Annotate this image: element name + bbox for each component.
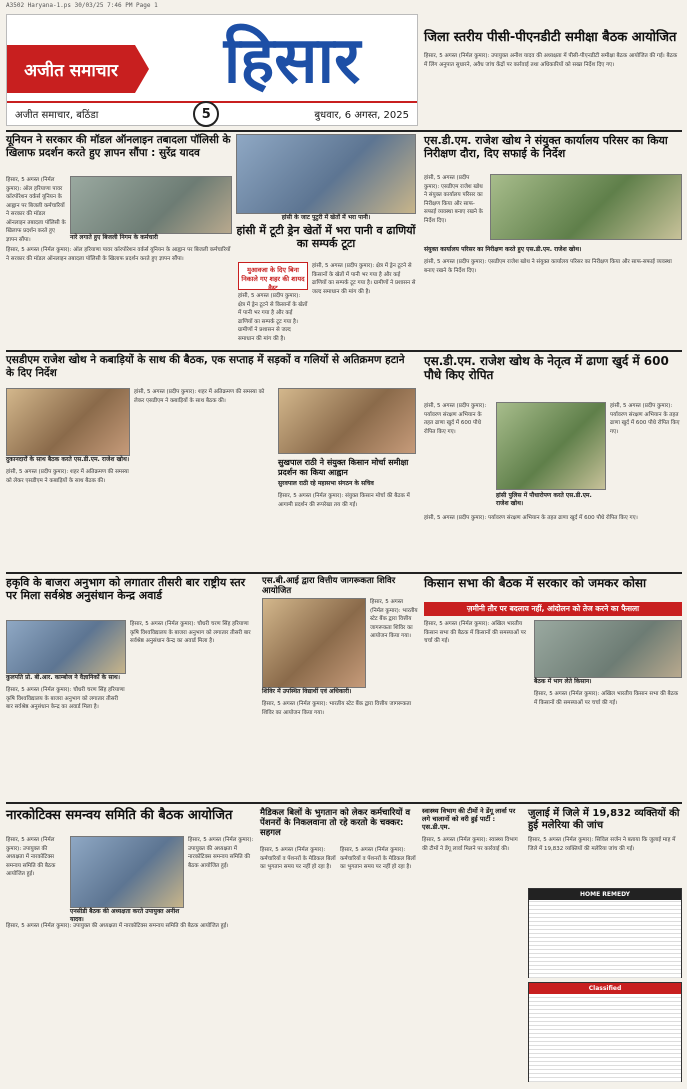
article-10-caption: बैठक में भाग लेते किसान। — [534, 678, 592, 685]
article-8-photo — [6, 620, 126, 674]
article-14-headline: जुलाई में जिले में 19,832 व्यक्तियों की हुई मलेरिया की जांच — [528, 808, 680, 831]
masthead — [6, 14, 418, 126]
divider — [6, 802, 682, 804]
article-2-body-cont: हिसार, 5 अगस्त (निर्मल कुमार): ऑल हरियाणा पावर कॉरपोरेशन वर्कर्स यूनियन के आह्वान पर बिजली कर्मचारियों ने सरकार की मॉडल ऑनलाइन तबादला पॉलिसी के खिलाफ प्रदर्शन करते हुए ज्ञापन सौंपा। — [6, 247, 231, 262]
article-2-photo — [70, 176, 232, 234]
article-13-headline-box — [422, 808, 522, 834]
article-10-subhead: ज़मीनी तौर पर बदलाव नहीं, आंदोलन को तेज करने का फैसला — [424, 602, 682, 616]
article-14-headline-box — [528, 808, 682, 834]
article-12-headline: मैडिकल बिलों के भुगतान को लेकर कर्मचारियों व पेंशनरों के निकलवाना तो रहे करतो के चक्कर: सहगल — [260, 808, 411, 839]
article-11-photo — [70, 836, 184, 908]
article-5-body-cont: हांसी, 5 अगस्त (प्रदीप कुमार): शहर में अतिक्रमण की समस्या को लेकर एसडीएम ने कबाड़ियों के साथ बैठक की। — [134, 389, 265, 404]
article-11-caption: एनसीडी बैठक की अध्यक्षता करते उपायुक्त अनीश यादव। — [70, 908, 180, 923]
article-5-headline-box — [6, 354, 416, 386]
ad-1-body — [529, 900, 681, 978]
article-2-caption: नारे लगाते हुए बिजली निगम के कर्मचारी — [70, 234, 158, 241]
city-title: हिसार — [223, 23, 361, 98]
advertisement-1 — [528, 888, 682, 978]
article-8-body-cont: हिसार, 5 अगस्त (निर्मल कुमार): चौधरी चरण सिंह हरियाणा कृषि विश्वविद्यालय के बाजरा अनुभाग को लगातार तीसरी बार सर्वश्रेष्ठ अनुसंधान केन्द्र का अवार्ड मिला है। — [130, 621, 251, 645]
article-2-headline: यूनियन ने सरकार की मॉडल ऑनलाइन तबादला पॉलिसी के खिलाफ प्रदर्शन करते हुए ज्ञापन सौंपा : सुरेंद्र यादव — [6, 134, 231, 159]
page-number: 5 — [193, 101, 219, 127]
article-10-photo — [534, 620, 682, 678]
article-4-body-cont: हांसी, 5 अगस्त (प्रदीप कुमार): एसडीएम राजेश खोथ ने संयुक्त कार्यालय परिसर का निरीक्षण किया और साफ-सफाई व्यवस्था बनाए रखने के निर्देश दिए। — [424, 259, 672, 274]
article-9-headline-box — [262, 576, 418, 596]
divider — [6, 130, 682, 132]
article-11-body-cont: हिसार, 5 अगस्त (निर्मल कुमार): उपायुक्त की अध्यक्षता में नारकोटिक्स समन्वय समिति की बैठक आयोजित हुई। — [188, 837, 254, 869]
article-6-body: हिसार, 5 अगस्त (निर्मल कुमार): संयुक्त किसान मोर्चा की बैठक में आगामी प्रदर्शन की रूपरेखा तय की गई। — [278, 493, 410, 508]
article-9-caption: शिविर में उपस्थित विद्यार्थी एवं अधिकारी। — [262, 688, 352, 695]
article-1-body: हिसार, 5 अगस्त (निर्मल कुमार): उपायुक्त अनीश यादव की अध्यक्षता में पीसी-पीएनडीटी समीक्षा बैठक आयोजित की गई। बैठक में लिंग अनुपात सुधारने, अवैध जांच केंद्रों पर कार्रवाई तथा अधिकारियों को सख्त निर्देश दिए गए। — [424, 53, 678, 68]
article-6-headline: सुखपाल राठी ने संयुक्त किसान मोर्चा समीक्षा प्रदर्शन का किया आह्वान — [278, 458, 409, 477]
article-1-headline: जिला स्तरीय पीसी-पीएनडीटी समीक्षा बैठक आयोजित — [424, 30, 677, 45]
article-9-headline: एस.बी.आई द्वारा वित्तीय जागरूकता शिविर आयोजित — [262, 576, 396, 597]
article-3-body: हांसी, 5 अगस्त (प्रदीप कुमार): क्षेत्र में ड्रेन टूटने से किसानों के खेतों में पानी भर गया है और कई ढाणियों का सम्पर्क टूट गया है। ग्रामीणों ने प्रशासन से जल्द समाधान की मांग की है। — [312, 263, 416, 295]
divider — [6, 350, 682, 352]
article-12-body-cont: हिसार, 5 अगस्त (निर्मल कुमार): कर्मचारियों व पेंशनरों के मेडिकल बिलों का भुगतान समय पर नहीं हो रहा है। — [340, 847, 416, 871]
issue-date: बुधवार, 6 अगस्त, 2025 — [314, 110, 409, 121]
divider — [6, 572, 682, 574]
masthead-bar — [7, 101, 417, 125]
article-9-photo — [262, 598, 366, 688]
print-slug: A3502 Haryana-1.ps 30/03/25 7:46 PM Page 1 — [6, 2, 158, 9]
article-9-body: हिसार, 5 अगस्त (निर्मल कुमार): भारतीय स्टेट बैंक द्वारा वित्तीय जागरूकता शिविर का आयोजन किया गया। — [370, 599, 418, 640]
article-9-body-cont: हिसार, 5 अगस्त (निर्मल कुमार): भारतीय स्टेट बैंक द्वारा वित्तीय जागरूकता शिविर का आयोजन किया गया। — [262, 701, 412, 716]
article-4-photo — [490, 174, 682, 240]
article-10-headline: किसान सभा की बैठक में सरकार को जमकर कोसा — [424, 576, 647, 590]
article-13-body: हिसार, 5 अगस्त (निर्मल कुमार): स्वास्थ्य विभाग की टीमों ने डेंगू लार्वा मिलने पर कार्रवाई की। — [422, 837, 518, 852]
article-11-body-more: हिसार, 5 अगस्त (निर्मल कुमार): उपायुक्त की अध्यक्षता में नारकोटिक्स समन्वय समिति की बैठक आयोजित हुई। — [6, 923, 229, 929]
article-10-body: हिसार, 5 अगस्त (निर्मल कुमार): अखिल भारतीय किसान सभा की बैठक में किसानों की समस्याओं पर चर्चा की गई। — [424, 621, 527, 645]
article-1-headline-box — [424, 30, 682, 52]
article-5-body: हांसी, 5 अगस्त (प्रदीप कुमार): शहर में अतिक्रमण की समस्या को लेकर एसडीएम ने कबाड़ियों के साथ बैठक की। — [6, 469, 129, 484]
article-12-headline-box — [260, 808, 416, 842]
article-8-caption: कुलपति प्रो. बी.आर. काम्बोज ने वैज्ञानिकों के साथ। — [6, 674, 121, 681]
article-2-body: हिसार, 5 अगस्त (निर्मल कुमार): ऑल हरियाणा पावर कॉरपोरेशन वर्कर्स यूनियन के आह्वान पर बिजली कर्मचारियों ने सरकार की मॉडल ऑनलाइन तबादला पॉलिसी के खिलाफ प्रदर्शन करते हुए ज्ञापन सौंपा। — [6, 177, 66, 243]
article-8-body: हिसार, 5 अगस्त (निर्मल कुमार): चौधरी चरण सिंह हरियाणा कृषि विश्वविद्यालय के बाजरा अनुभाग को लगातार तीसरी बार सर्वश्रेष्ठ अनुसंधान केन्द्र का अवार्ड मिला है। — [6, 687, 125, 711]
article-7-body-cont: हांसी, 5 अगस्त (प्रदीप कुमार): पर्यावरण संरक्षण अभियान के तहत ढाणा खुर्द में 600 पौधे रोपित किए गए। — [610, 403, 680, 435]
advertisement-2 — [528, 982, 682, 1082]
article-5-photo — [6, 388, 130, 456]
article-14-body: हिसार, 5 अगस्त (निर्मल कुमार): सिविल सर्जन ने बताया कि जुलाई माह में जिले में 19,832 व्यक्तियों की मलेरिया जांच की गई। — [528, 837, 676, 852]
article-6-headline-box — [278, 458, 416, 480]
article-3-photo — [236, 134, 416, 214]
article-4-body: हांसी, 5 अगस्त (प्रदीप कुमार): एसडीएम राजेश खोथ ने संयुक्त कार्यालय परिसर का निरीक्षण किया और साफ-सफाई व्यवस्था बनाए रखने के निर्देश दिए। — [424, 175, 483, 224]
edition-label: अजीत समाचार, बठिंडा — [15, 110, 99, 121]
article-4-headline: एस.डी.एम. राजेश खोथ ने संयुक्त कार्यालय परिसर का किया निरीक्षण दौरा, दिए सफाई के निर्देश — [424, 134, 668, 161]
ad-1-title: HOME REMEDY — [529, 889, 681, 900]
article-8-headline: हकृवि के बाजरा अनुभाग को लगातार तीसरी बार राष्ट्रीय स्तर पर मिला सर्वश्रेष्ठ अनुसंधान केन्द्र अवार्ड — [6, 576, 246, 603]
article-5-caption: दुकानदारों के साथ बैठक करते एस.डी.एम. राजेश खोथ। — [6, 456, 130, 463]
article-4-caption: संयुक्त कार्यालय परिसर का निरीक्षण करते हुए एस.डी.एम. राजेश खोथ। — [424, 246, 582, 253]
article-7-body-more: हांसी, 5 अगस्त (प्रदीप कुमार): पर्यावरण संरक्षण अभियान के तहत ढाणा खुर्द में 600 पौधे रोपित किए गए। — [424, 515, 638, 521]
article-6-subhead: सुरवपाल राठी रहे महासभा संगठन के सचिव — [278, 480, 374, 487]
article-7-caption: हांसी पुलिस में पौधारोपण करते एस.डी.एम. राजेश खोथ। — [496, 492, 592, 507]
article-11-headline: नारकोटिक्स समन्वय समिति की बैठक आयोजित — [6, 808, 233, 823]
article-10-headline-box — [424, 576, 682, 600]
article-7-headline: एस.डी.एम. राजेश खोथ के नेतृत्व में ढाणा खुर्द में 600 पौधे किए रोपित — [424, 354, 669, 383]
brand-logo: अजीत समाचार — [7, 45, 135, 93]
article-3-headline-box — [236, 224, 416, 258]
article-2-headline-box — [6, 134, 232, 174]
article-13-headline: स्वास्थ्य विभाग की टीमों ने डेंगू लार्वा पर लगे चालानों को वरी हुई पार्टी : एस.डी.एम. — [422, 807, 516, 831]
article-5-headline: एसडीएम राजेश खोथ ने कबाड़ियों के साथ की बैठक, एक सप्ताह में सड़कों व गलियों से अतिक्रमण हटाने के दिए निर्देश — [6, 354, 405, 379]
article-10-body-cont: हिसार, 5 अगस्त (निर्मल कुमार): अखिल भारतीय किसान सभा की बैठक में किसानों की समस्याओं पर चर्चा की गई। — [534, 691, 679, 706]
article-3-pullquote: मुआवजा के दिए बिना निकाले गए शहर की शायद वैस्ट — [238, 262, 308, 290]
ad-2-body — [529, 994, 681, 1082]
article-3-photo-caption: हांसी के जाट पुटुरी में खेतों में भरा पानी। — [281, 214, 371, 221]
ad-2-title: Classified — [529, 983, 681, 994]
article-12-body: हिसार, 5 अगस्त (निर्मल कुमार): कर्मचारियों व पेंशनरों के मेडिकल बिलों का भुगतान समय पर नहीं हो रहा है। — [260, 847, 336, 871]
article-7-body: हांसी, 5 अगस्त (प्रदीप कुमार): पर्यावरण संरक्षण अभियान के तहत ढाणा खुर्द में 600 पौधे रोपित किए गए। — [424, 403, 487, 435]
article-7-photo — [496, 402, 606, 490]
article-11-body: हिसार, 5 अगस्त (निर्मल कुमार): उपायुक्त की अध्यक्षता में नारकोटिक्स समन्वय समिति की बैठक आयोजित हुई। — [6, 837, 56, 878]
article-6-photo — [278, 388, 416, 454]
article-11-headline-box — [6, 808, 254, 834]
article-3-headline: हांसी में टूटी ड्रेन खेतों में भरा पानी व ढाणियों का सम्पर्क टूटा — [236, 224, 416, 251]
article-8-headline-box — [6, 576, 256, 618]
article-7-headline-box — [424, 354, 682, 398]
article-3-body-cont: हांसी, 5 अगस्त (प्रदीप कुमार): क्षेत्र में ड्रेन टूटने से किसानों के खेतों में पानी भर गया है और कई ढाणियों का सम्पर्क टूट गया है। ग्रामीणों ने प्रशासन से जल्द समाधान की मांग की है। — [238, 293, 308, 342]
article-4-headline-box — [424, 134, 682, 170]
